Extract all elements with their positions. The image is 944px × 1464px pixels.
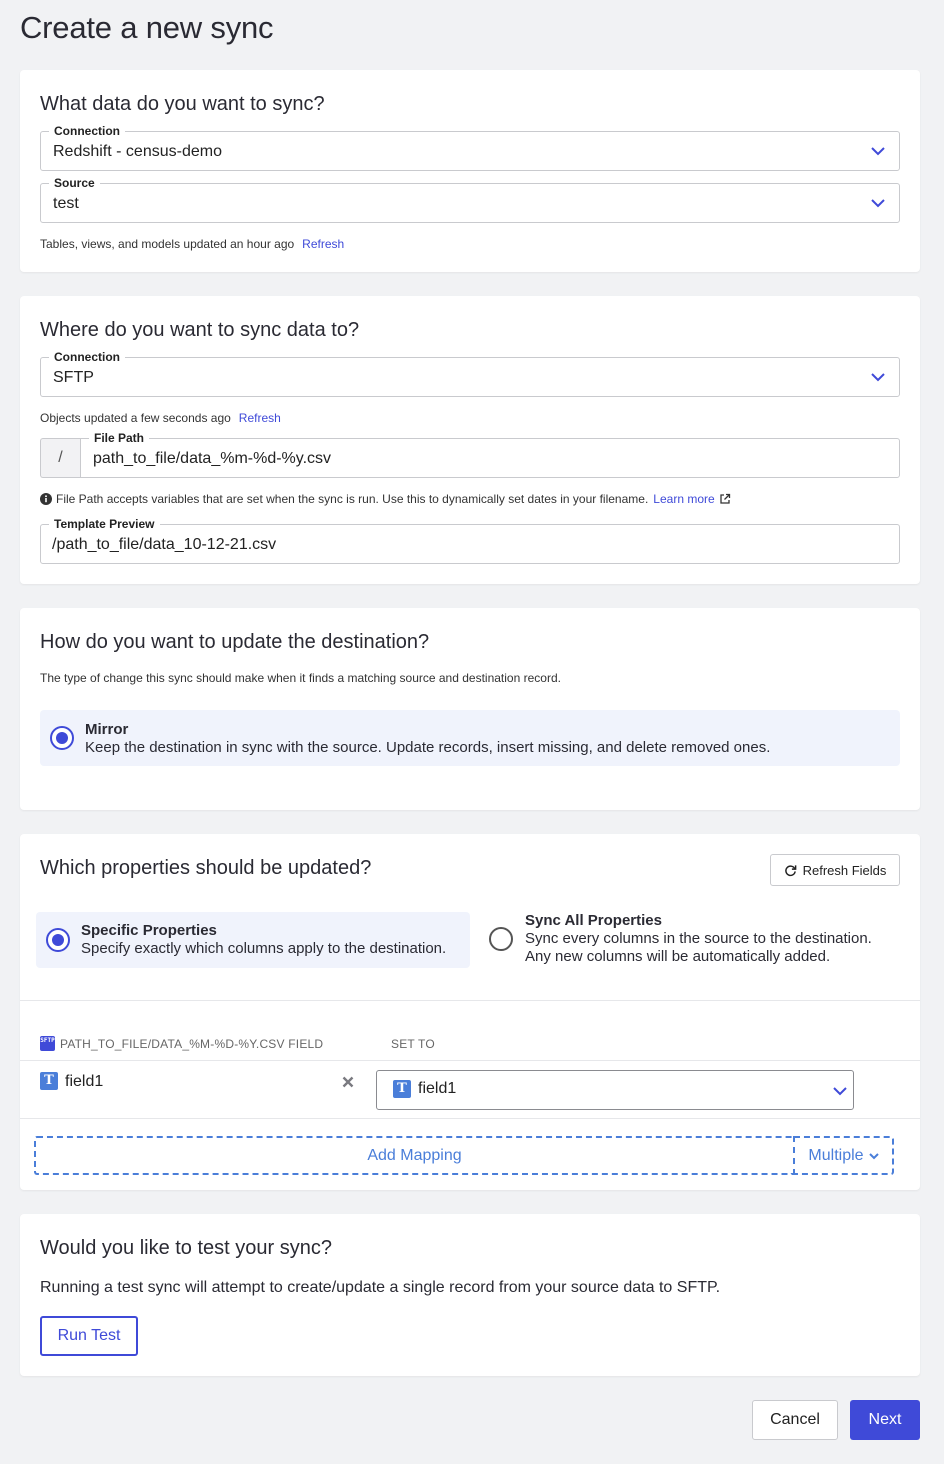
update-card-title: How do you want to update the destination?	[40, 631, 430, 653]
source-card-title: What data do you want to sync?	[40, 93, 325, 115]
mirror-option-description: Keep the destination in sync with the source. Update records, insert missing, and delete removed ones.	[85, 739, 771, 756]
template-preview-value: /path_to_file/data_10-12-21.csv	[52, 536, 277, 553]
divider	[20, 1000, 920, 1001]
sftp-icon-text: SFTP	[40, 1037, 55, 1044]
mapping-destination-value: field1	[418, 1080, 457, 1097]
mirror-option[interactable]	[40, 710, 900, 766]
source-refresh-link[interactable]: Refresh	[302, 237, 345, 251]
external-link-icon[interactable]	[719, 493, 731, 505]
run-test-label: Run Test	[57, 1327, 121, 1344]
source-select[interactable]	[40, 176, 900, 223]
text-type-icon-glyph: T	[44, 1073, 54, 1088]
info-icon	[40, 493, 52, 505]
specific-properties-radio[interactable]	[46, 928, 70, 952]
set-to-column-header: SET TO	[391, 1037, 435, 1051]
chevron-down-icon	[871, 145, 885, 157]
destination-hint	[40, 411, 281, 425]
mirror-radio[interactable]	[50, 726, 74, 750]
file-path-prefix	[40, 438, 80, 478]
text-type-icon-glyph: T	[397, 1081, 407, 1096]
add-multiple-label: Multiple	[808, 1146, 864, 1164]
file-path-info	[40, 492, 731, 506]
file-path-input[interactable]	[80, 431, 900, 478]
mirror-option-title: Mirror	[85, 721, 129, 738]
destination-refresh-link[interactable]: Refresh	[238, 411, 281, 425]
add-mapping-label: Add Mapping	[367, 1147, 462, 1164]
chevron-down-icon	[869, 1152, 879, 1160]
cancel-button[interactable]	[752, 1400, 838, 1440]
page-title: Create a new sync	[20, 10, 274, 45]
text-type-icon	[40, 1072, 58, 1090]
mapping-row	[20, 1061, 920, 1119]
source-card	[20, 70, 920, 272]
add-mapping-button[interactable]	[34, 1136, 793, 1175]
mapping-destination-select[interactable]	[376, 1070, 854, 1110]
specific-properties-option[interactable]	[36, 912, 470, 968]
specific-properties-description: Specify exactly which columns apply to the destination.	[81, 940, 447, 957]
source-connection-select[interactable]	[40, 124, 900, 171]
sync-all-properties-title: Sync All Properties	[525, 912, 662, 929]
add-multiple-button[interactable]	[793, 1136, 894, 1175]
sync-all-properties-radio[interactable]	[489, 927, 513, 951]
next-button[interactable]	[850, 1400, 920, 1440]
divider	[20, 1118, 920, 1119]
destination-connection-select[interactable]	[40, 350, 900, 397]
destination-hint-text: Objects updated a few seconds ago	[40, 411, 231, 425]
file-path-group	[40, 431, 900, 478]
file-path-prefix-text: /	[58, 449, 63, 466]
mapping-header	[20, 1031, 920, 1061]
properties-card-title: Which properties should be updated?	[40, 857, 372, 879]
next-label: Next	[868, 1411, 902, 1428]
text-type-icon	[393, 1080, 411, 1098]
run-test-button[interactable]	[40, 1316, 138, 1356]
file-path-label: File Path	[89, 430, 149, 446]
chevron-down-icon	[833, 1085, 847, 1097]
destination-connection-value: SFTP	[53, 369, 94, 386]
file-path-info-text: File Path accepts variables that are set when the sync is run. Use this to dynamically set dates in your filename.	[56, 492, 649, 506]
field-column-header: PATH_TO_FILE/DATA_%M-%D-%Y.CSV FIELD	[60, 1037, 324, 1051]
update-card	[20, 608, 920, 810]
source-hint-text: Tables, views, and models updated an hour ago	[40, 237, 295, 251]
chevron-down-icon	[871, 197, 885, 209]
specific-properties-title: Specific Properties	[81, 922, 217, 939]
mapping-source-field: field1	[65, 1073, 104, 1090]
sftp-icon	[40, 1036, 55, 1051]
refresh-icon	[784, 864, 797, 877]
close-icon[interactable]	[342, 1076, 354, 1088]
destination-card-title: Where do you want to sync data to?	[40, 319, 360, 341]
destination-card	[20, 296, 920, 584]
test-card	[20, 1214, 920, 1376]
source-label: Source	[49, 175, 100, 191]
source-hint	[40, 237, 344, 251]
sync-all-properties-option[interactable]	[478, 910, 908, 970]
source-connection-value: Redshift - census-demo	[53, 143, 222, 160]
properties-card	[20, 834, 920, 1190]
learn-more-link[interactable]: Learn more	[653, 492, 715, 506]
sync-all-properties-description-2: Any new columns will be automatically added.	[525, 948, 831, 965]
refresh-fields-label: Refresh Fields	[802, 862, 887, 878]
sync-all-properties-description-1: Sync every columns in the source to the destination.	[525, 930, 872, 947]
template-preview-label: Template Preview	[49, 516, 160, 532]
source-connection-label: Connection	[49, 123, 125, 139]
chevron-down-icon	[871, 371, 885, 383]
test-card-title: Would you like to test your sync?	[40, 1237, 332, 1259]
destination-connection-label: Connection	[49, 349, 125, 365]
template-preview-field	[40, 517, 900, 564]
update-card-description: The type of change this sync should make when it finds a matching source and destination record.	[40, 671, 561, 685]
file-path-value: path_to_file/data_%m-%d-%y.csv	[93, 450, 332, 467]
test-card-description: Running a test sync will attempt to create/update a single record from your source data to SFTP.	[40, 1279, 721, 1296]
cancel-label: Cancel	[770, 1411, 820, 1428]
source-value: test	[53, 195, 79, 212]
refresh-fields-button[interactable]	[770, 854, 900, 886]
